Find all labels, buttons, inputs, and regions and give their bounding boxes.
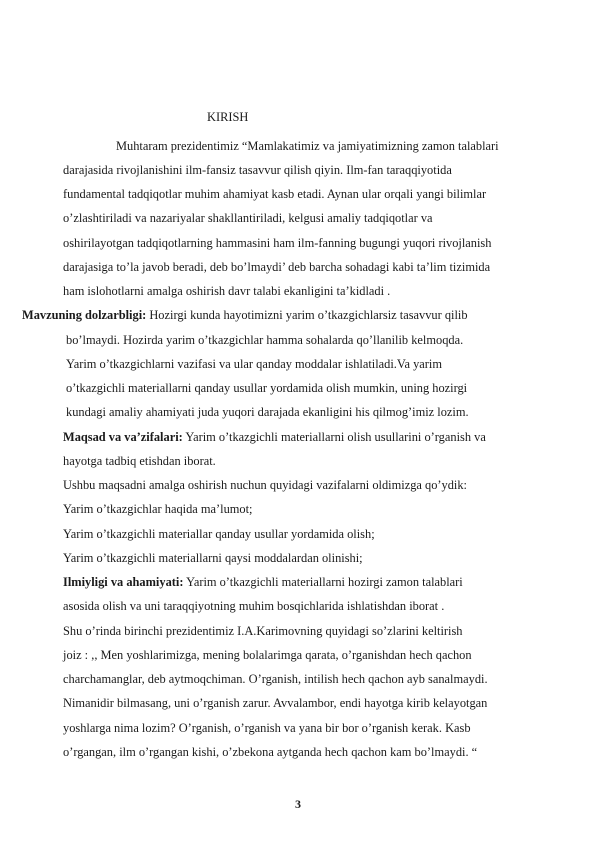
goals-line-6: Yarim o’tkazgichli materiallarni qaysi moddalardan olinishi; — [63, 551, 363, 565]
intro-line-3: fundamental tadqiqotlar muhim ahamiyat kasb etadi. Aynan ular orqali yangi bilimlar — [63, 187, 487, 201]
relevance-line-5: kundagi amaliy ahamiyati juda yuqori darajada ekanligini his qilmog’imiz lozim. — [66, 405, 469, 419]
novelty-line-8: o’rgangan, ilm o’rgangan kishi, o’zbekona aytganda hech qachon kam bo’lmaydi. “ — [63, 745, 478, 759]
novelty-line-6: Nimanidir bilmasang, uni o’rganish zarur. Avvalambor, endi hayotga kirib kelayotgan — [63, 696, 488, 710]
goals-line-4: Yarim o’tkazgichlar haqida ma’lumot; — [63, 502, 253, 516]
intro-line-1: Muhtaram prezidentimiz “Mamlakatimiz va jamiyatimizning zamon talablari — [116, 139, 499, 153]
goals-line-1 — [63, 429, 486, 445]
novelty-label: Ilmiyligi va ahamiyati: — [63, 575, 184, 589]
page-number: 3 — [295, 797, 301, 811]
goals-line-2: hayotga tadbiq etishdan iborat. — [63, 454, 216, 468]
intro-line-5: oshirilayotgan tadqiqotlarning hammasini ham ilm-fanning bugungi yuqori rivojlanish — [63, 236, 492, 250]
relevance-line-1 — [22, 307, 468, 323]
novelty-first: Yarim o’tkazgichli materiallarni hozirgi zamon talablari — [183, 575, 463, 589]
novelty-line-1 — [63, 574, 463, 590]
intro-line-2: darajasida rivojlanishini ilm-fansiz tasavvur qilish qiyin. Ilm-fan taraqqiyotida — [63, 163, 452, 177]
section-heading: KIRISH — [207, 110, 249, 124]
intro-line-4: o’zlashtiriladi va nazariyalar shakllantiriladi, kelgusi amaliy tadqiqotlar va — [63, 211, 433, 225]
goals-line-5: Yarim o’tkazgichli materiallar qanday usullar yordamida olish; — [63, 527, 375, 541]
goals-first: Yarim o’tkazgichli materiallarni olish usullarini o’rganish va — [182, 430, 486, 444]
goals-line-3: Ushbu maqsadni amalga oshirish nuchun quyidagi vazifalarni oldimizga qo’ydik: — [63, 478, 467, 492]
watermark-top: ​ — [121, 104, 179, 146]
intro-line-6: darajasiga to’la javob beradi, deb bo’lmaydi’ deb barcha sohadagi kabi ta’lim tizimida — [63, 260, 491, 274]
relevance-label: Mavzuning dolzarbligi: — [22, 308, 147, 322]
novelty-line-2: asosida olish va uni taraqqiyotning muhim bosqichlarida ishlatishdan iborat . — [63, 599, 445, 613]
relevance-line-3: Yarim o’tkazgichlarni vazifasi va ular qanday moddalar ishlatiladi.Va yarim — [66, 357, 442, 371]
novelty-line-4: joiz : ,, Men yoshlarimizga, mening bolalarimga qarata, o’rganishdan hech qachon — [63, 648, 472, 662]
novelty-line-5: charchamanglar, deb aytmoqchiman. O’rganish, intilish hech qachon ayb sanalmaydi. — [63, 672, 488, 686]
relevance-line-4: o’tkazgichli materiallarni qanday usullar yordamida olish mumkin, uning hozirgi — [66, 381, 468, 395]
relevance-line-2: bo’lmaydi. Hozirda yarim o’tkazgichlar hamma sohalarda qo’llanilib kelmoqda. — [66, 333, 464, 347]
relevance-first: Hozirgi kunda hayotimizni yarim o’tkazgichlarsiz tasavvur qilib — [146, 308, 468, 322]
novelty-line-3: Shu o’rinda birinchi prezidentimiz I.A.Karimovning quyidagi so’zlarini keltirish — [63, 624, 463, 638]
intro-line-7: ham islohotlarni amalga oshirish davr talabi ekanligini ta’kidladi . — [63, 284, 391, 298]
novelty-line-7: yoshlarga nima lozim? O’rganish, o’rganish va yana bir bor o’rganish kerak. Kasb — [63, 721, 471, 735]
goals-label: Maqsad va va’zifalari: — [63, 430, 183, 444]
